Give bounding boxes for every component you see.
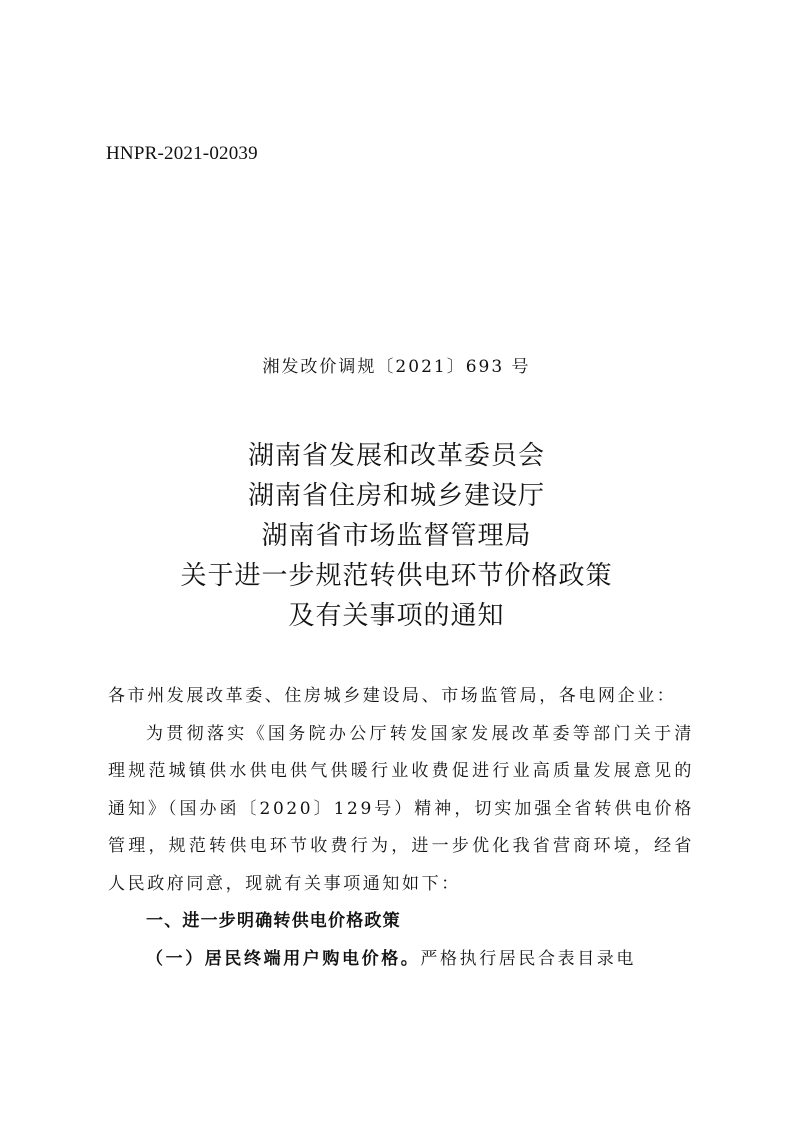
document-code: HNPR-2021-02039 [106, 143, 258, 164]
section-heading: 一、进一步明确转供电价格政策 [146, 911, 401, 931]
subsection-heading: （一）居民终端用户购电价格。 [146, 948, 421, 969]
document-title [0, 436, 793, 636]
title-line-issuer-2: 湖南省住房和城乡建设厅 [247, 481, 545, 511]
title-line-issuer-3: 湖南省市场监督管理局 [261, 521, 532, 551]
subsection-text: 严格执行居民合表目录电 [420, 948, 637, 969]
subsection-paragraph [108, 941, 694, 979]
addressee-line: 各市州发展改革委、住房城乡建设局、市场监管局，各电网企业： [108, 686, 677, 706]
title-line-subject-2: 及有关事项的通知 [288, 601, 505, 631]
document-body [108, 678, 694, 978]
intro-paragraph: 为贯彻落实《国务院办公厅转发国家发展改革委等部门关于清理规范城镇供水供电供气供暖行业收费促进行业高质量发展意见的通知》（国办函〔2020〕129号）精神，切实加强全省转供电价格管理，规范转供电环节收费行为，进一步优化我省营商环境，经省人民政府同意，现就有关事项通知如下： [108, 723, 694, 894]
document-number: 湘发改价调规〔2021〕693 号 [262, 357, 531, 377]
title-line-issuer-1: 湖南省发展和改革委员会 [247, 441, 545, 471]
title-line-subject-1: 关于进一步规范转供电环节价格政策 [180, 561, 613, 591]
